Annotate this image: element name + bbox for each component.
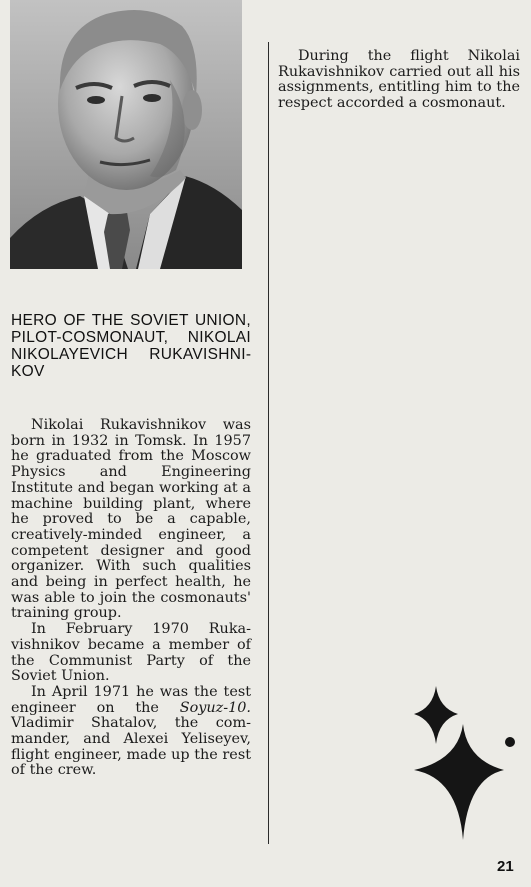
right-column-text (278, 49, 520, 112)
column-divider (268, 42, 269, 844)
portrait-illustration (10, 0, 242, 269)
biography-paragraph-2: In February 1970 Rukavishnikov became a member of the Communist Party of the Soviet Union. (11, 621, 251, 685)
large-star-icon (414, 724, 504, 840)
biography-paragraph-3 (11, 685, 251, 779)
article-heading: HERO OF THE SOVIET UNION, PILOT-COSMONAUT, NIKOLAI NIKOLAYEVICH RUKAVISHNIKOV (11, 312, 251, 380)
portrait-photo (10, 0, 242, 269)
dot-star-icon (505, 737, 515, 747)
left-column-text (11, 418, 251, 779)
paragraph-3-intro: In April 1971 he was the test engineer on the (11, 683, 251, 716)
paragraph-3-crew: Vladimir Shatalov, the commander, and Alexei Yeliseyev, flight engineer, made up the rest of the crew. (11, 715, 251, 779)
stars-decoration-icon (408, 680, 528, 840)
biography-paragraph-1: Nikolai Rukavishnikov was born in 1932 in Tomsk. In 1957 he graduated from the Moscow Physics and Engineering Institute and began working at a machine building plant, where he proved to be a capable, creatively-minded engineer, a competent designer and good organizer. With such qualities and being in perfect health, he was able to join the cosmonauts' training group. (11, 417, 251, 622)
spacecraft-name: Soyuz-10. (179, 699, 251, 716)
flight-paragraph: During the flight Nikolai Rukavishnikov carried out all his assignments, entitling him to the respect accorded a cosmonaut. (278, 48, 520, 112)
page-number: 21 (497, 858, 514, 875)
small-star-icon (414, 686, 458, 744)
